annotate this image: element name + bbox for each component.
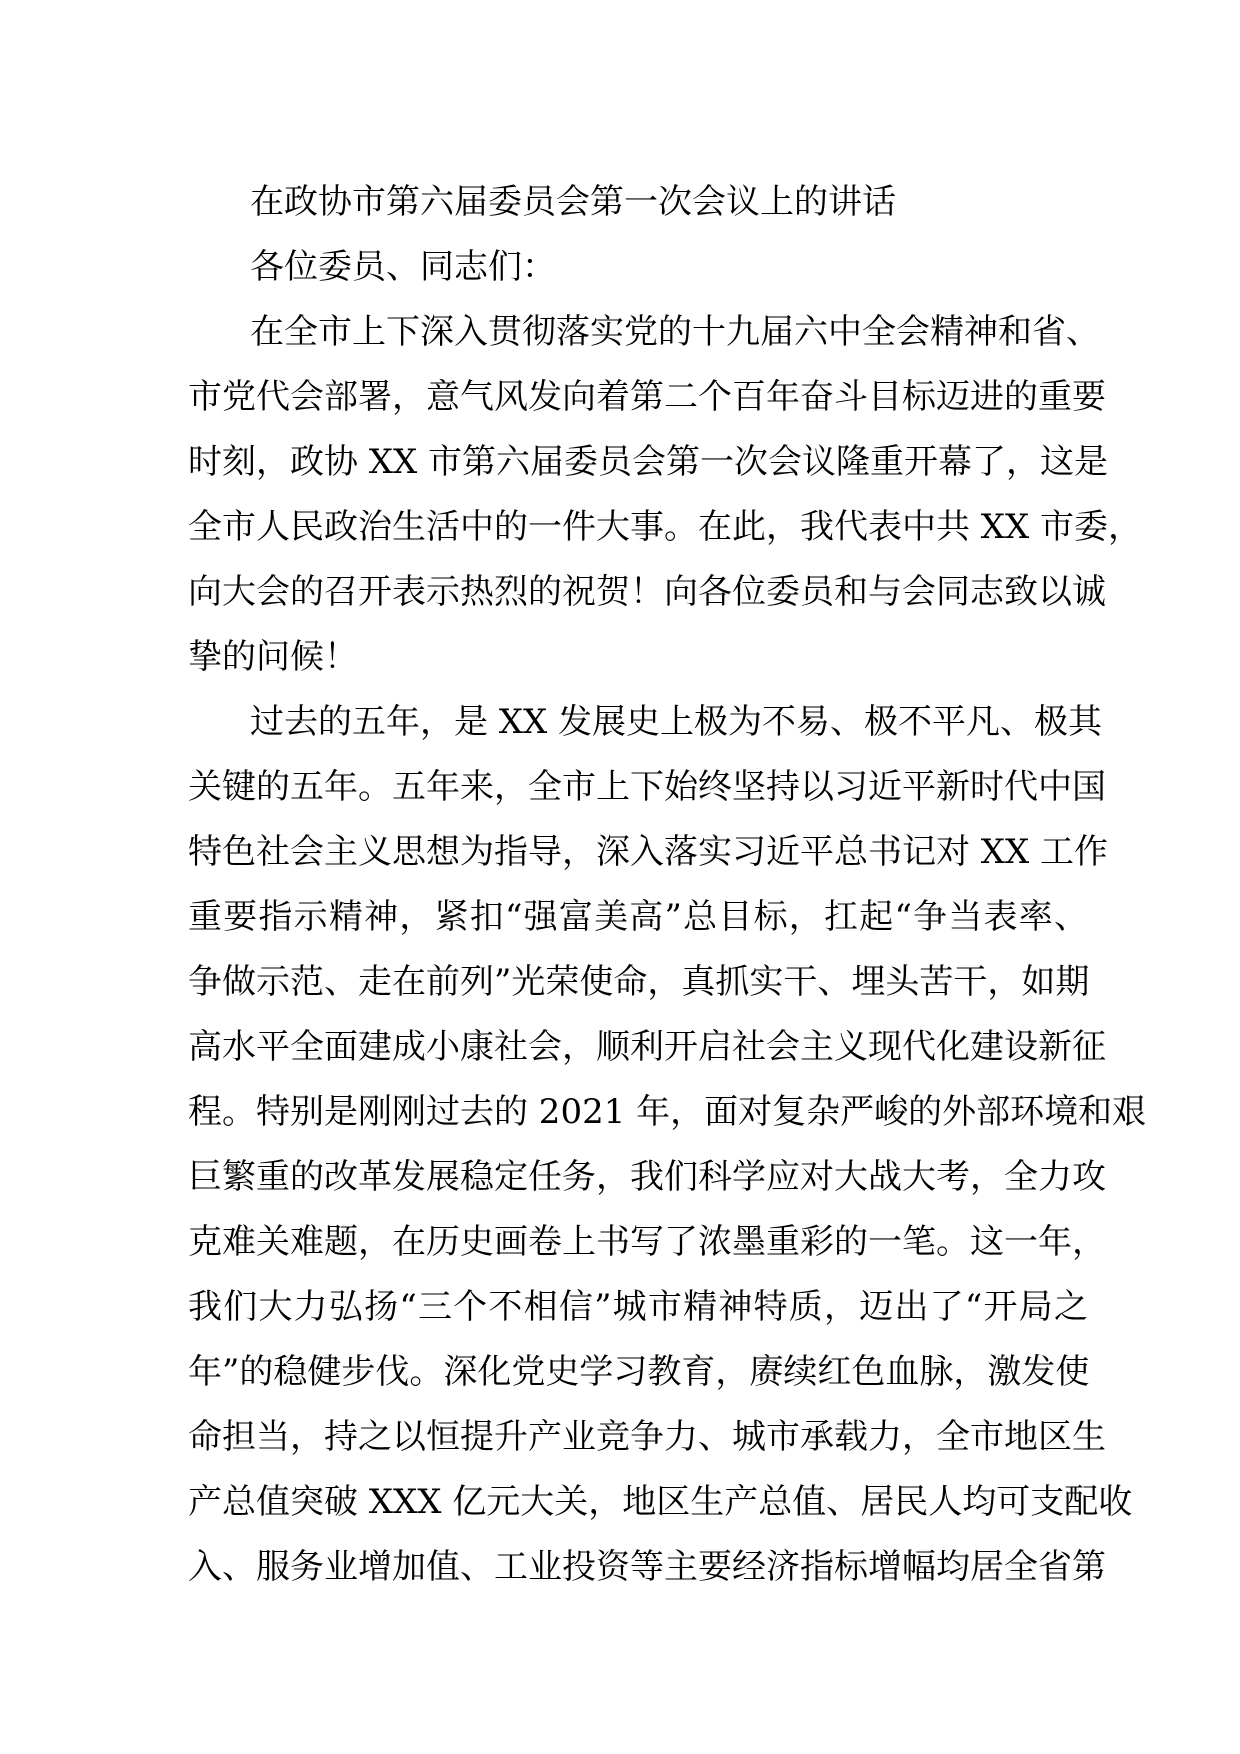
paragraph-line: 入、服务业增加值、工业投资等主要经济指标增幅均居全省第 (188, 1547, 1106, 1587)
document-page (188, 170, 1147, 1600)
paragraph-line: 克难关难题，在历史画卷上书写了浓墨重彩的一笔。这一年， (188, 1222, 1106, 1262)
paragraph-line: 市党代会部署，意气风发向着第二个百年奋斗目标迈进的重要 (188, 377, 1106, 417)
document-title: 在政协市第六届委员会第一次会议上的讲话 (250, 182, 896, 222)
paragraph-review (188, 690, 1147, 1600)
paragraph-line: 特色社会主义思想为指导，深入落实习近平总书记对 XX 工作 (188, 832, 1109, 872)
paragraph-line: 争做示范、走在前列”光荣使命，真抓实干、埋头苦干，如期 (188, 962, 1090, 1002)
paragraph-line: 产总值突破 XXX 亿元大关，地区生产总值、居民人均可支配收 (188, 1482, 1133, 1522)
paragraph-line: 重要指示精神，紧扣“强富美高”总目标，扛起“争当表率、 (188, 897, 1088, 937)
paragraph-line: 时刻，政协 XX 市第六届委员会第一次会议隆重开幕了，这是 (188, 442, 1109, 482)
salutation: 各位委员、同志们： (250, 247, 556, 287)
paragraph-line: 关键的五年。五年来，全市上下始终坚持以习近平新时代中国 (188, 767, 1106, 807)
paragraph-line: 过去的五年，是 XX 发展史上极为不易、极不平凡、极其 (250, 702, 1103, 742)
paragraph-opening (188, 300, 1143, 690)
paragraph-line: 向大会的召开表示热烈的祝贺！向各位委员和与会同志致以诚 (188, 572, 1106, 612)
paragraph-line: 年”的稳健步伐。深化党史学习教育，赓续红色血脉，激发使 (188, 1352, 1090, 1392)
paragraph-line: 在全市上下深入贯彻落实党的十九届六中全会精神和省、 (250, 312, 1100, 352)
paragraph-line: 程。特别是刚刚过去的 2021 年，面对复杂严峻的外部环境和艰 (188, 1092, 1147, 1132)
paragraph-line: 高水平全面建成小康社会，顺利开启社会主义现代化建设新征 (188, 1027, 1106, 1067)
paragraph-line: 命担当，持之以恒提升产业竞争力、城市承载力，全市地区生 (188, 1417, 1106, 1457)
paragraph-line: 巨繁重的改革发展稳定任务，我们科学应对大战大考，全力攻 (188, 1157, 1106, 1197)
paragraph-line: 我们大力弘扬“三个不相信”城市精神特质，迈出了“开局之 (188, 1287, 1088, 1327)
paragraph-line: 挚的问候！ (188, 637, 358, 677)
paragraph-line: 全市人民政治生活中的一件大事。在此，我代表中共 XX 市委， (188, 507, 1143, 547)
